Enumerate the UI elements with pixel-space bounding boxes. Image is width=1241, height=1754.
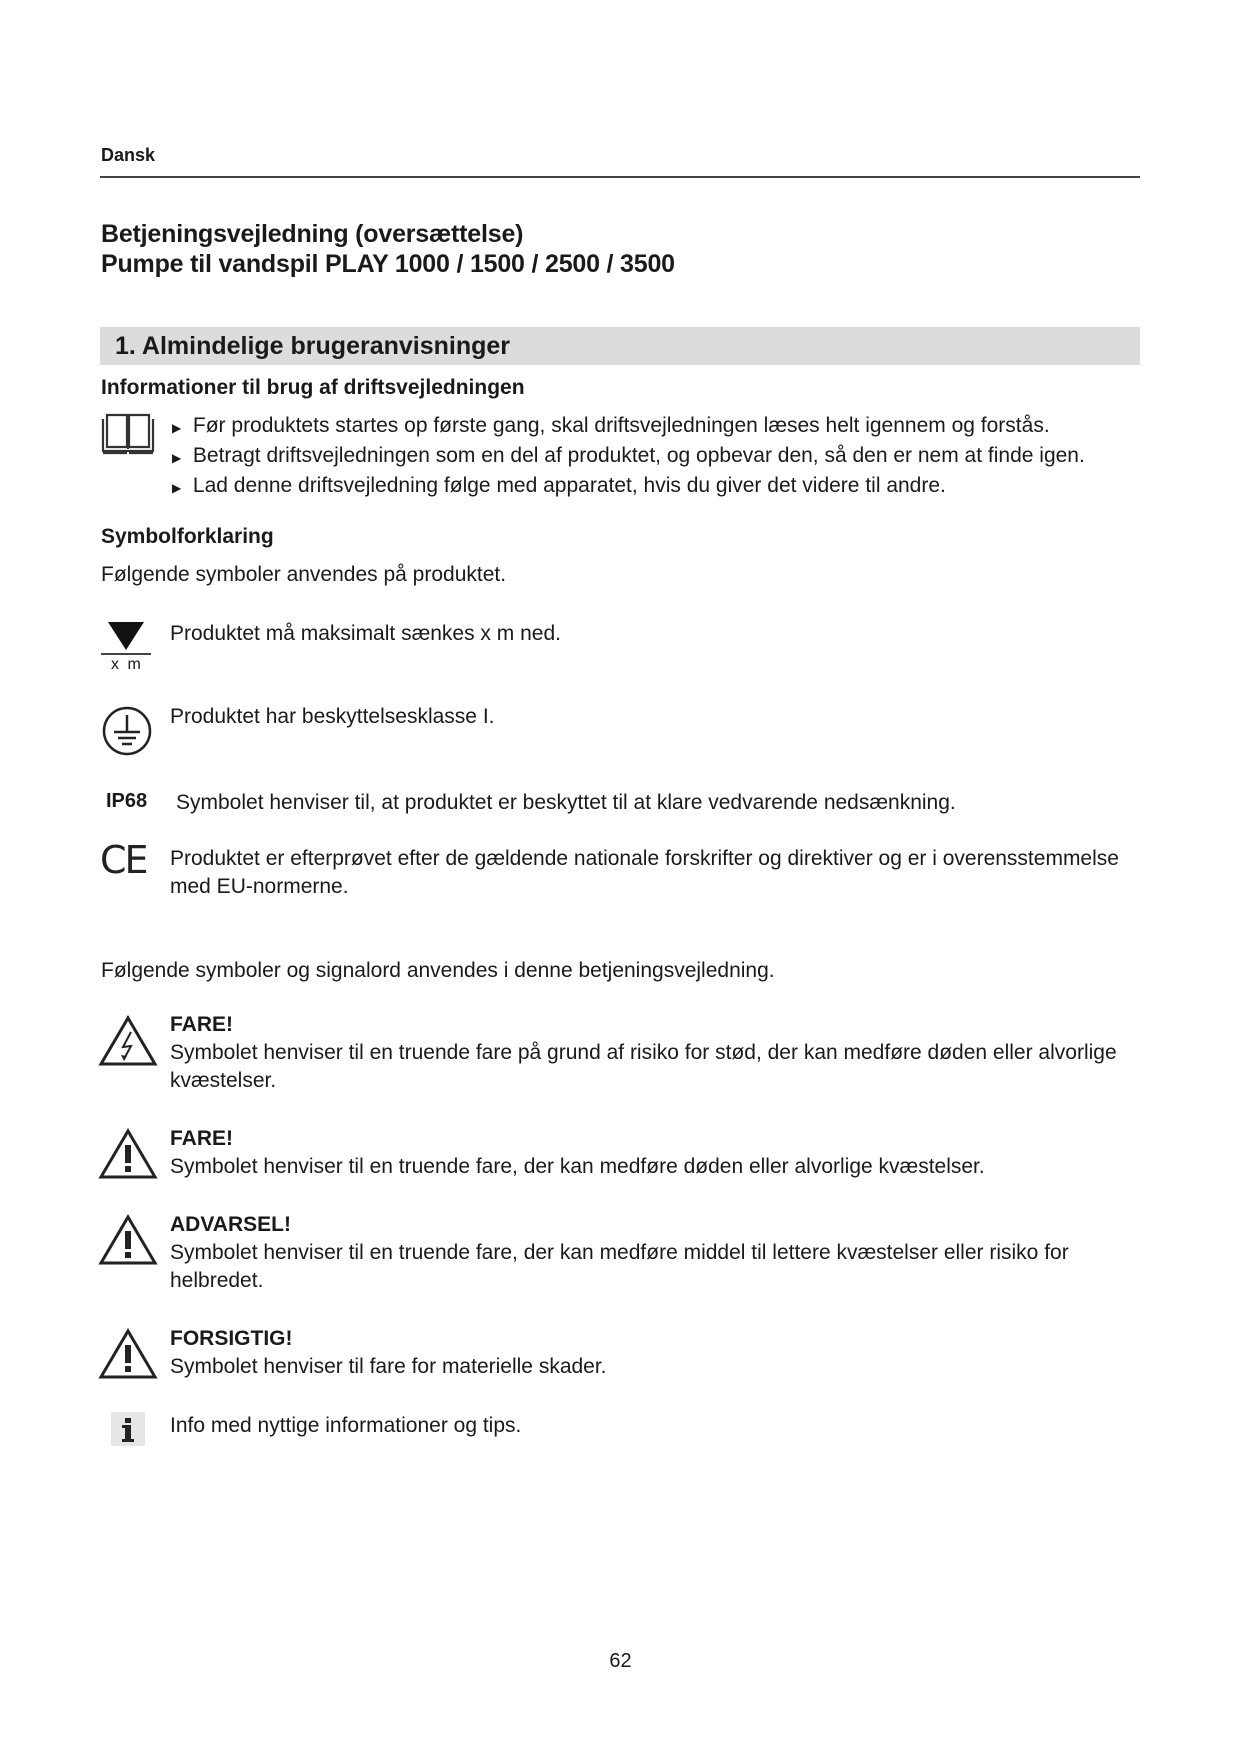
page-number: 62: [609, 1650, 632, 1672]
signal-item: [170, 1213, 1069, 1295]
signal-description: Symbolet henviser til fare for materielle skader.: [170, 1355, 607, 1378]
section-title-text: Almindelige brugeranvisninger: [141, 332, 511, 360]
ip68-label: IP68: [106, 790, 148, 812]
signal-label: FORSIGTIG!: [170, 1327, 293, 1350]
protection-text: Produktet har beskyttelsesklasse I.: [170, 705, 495, 728]
protection-class-earth-icon: [100, 704, 154, 758]
signal-description: Symbolet henviser til en truende fare, der kan medføre middel til lettere kvæstelser eller risiko for helbredet.: [170, 1241, 1069, 1292]
info-icon: [111, 1412, 145, 1446]
signal-label: ADVARSEL!: [170, 1213, 291, 1236]
signal-item: [170, 1127, 985, 1181]
list-item: ▶ Betragt driftsvejledningen som en del af produktet, og opbevar den, så den er nem at finde igen.: [172, 444, 1085, 467]
document-title: Betjeningsvejledning (oversættelse): [101, 220, 524, 248]
depth-text: Produktet må maksimalt sænkes x m ned.: [170, 622, 561, 645]
ip68-text: Symbolet henviser til, at produktet er beskyttet til at klare vedvarende nedsænkning.: [176, 791, 956, 814]
signal-label: FARE!: [170, 1127, 233, 1150]
signal-item: [170, 1327, 607, 1381]
bullet-list: [172, 412, 1085, 502]
bullet-arrow-icon: ▶: [172, 421, 182, 435]
section-title: [115, 332, 510, 361]
language-label: Dansk: [101, 145, 156, 165]
signal-label: FARE!: [170, 1013, 233, 1036]
warning-icon: [98, 1214, 158, 1266]
signal-item: [170, 1013, 1117, 1095]
list-item: ▶ Lad denne driftsvejledning følge med apparatet, hvis du giver det videre til andre.: [172, 474, 946, 497]
bullet-arrow-icon: ▶: [172, 481, 182, 495]
info-text: Info med nyttige informationer og tips.: [170, 1414, 522, 1437]
signal-intro: Følgende symboler og signalord anvendes i denne betjeningsvejledning.: [101, 959, 775, 982]
ce-text: Produktet er efterprøvet efter de gældende nationale forskrifter og direktiver og er i overensstemmelse med EU-normerne.: [170, 847, 1119, 898]
ce-mark-icon: CE: [100, 838, 147, 882]
bullet-arrow-icon: ▶: [172, 451, 182, 465]
danger-warning-icon: [98, 1128, 158, 1180]
signal-description: Symbolet henviser til en truende fare, der kan medføre døden eller alvorlige kvæstelser.: [170, 1155, 985, 1178]
depth-icon-label: x m: [111, 656, 143, 673]
electric-hazard-icon: [98, 1015, 158, 1067]
product-title: Pumpe til vandspil PLAY 1000 / 1500 / 2500 / 3500: [101, 250, 675, 278]
info-heading: Informationer til brug af driftsvejledningen: [101, 376, 525, 399]
signal-description: Symbolet henviser til en truende fare på grund af risiko for stød, der kan medføre døden eller alvorlige kvæstelser.: [170, 1041, 1117, 1092]
header-rule: [100, 176, 1140, 178]
symbol-intro: Følgende symboler anvendes på produktet.: [101, 563, 507, 586]
section-number: 1.: [115, 332, 136, 360]
symbol-heading: Symbolforklaring: [101, 525, 274, 548]
list-item: ▶ Før produktets startes op første gang, skal driftsvejledningen læses helt igennem og forstås.: [172, 414, 1050, 437]
caution-icon: [98, 1328, 158, 1380]
manual-book-icon: [99, 413, 157, 457]
